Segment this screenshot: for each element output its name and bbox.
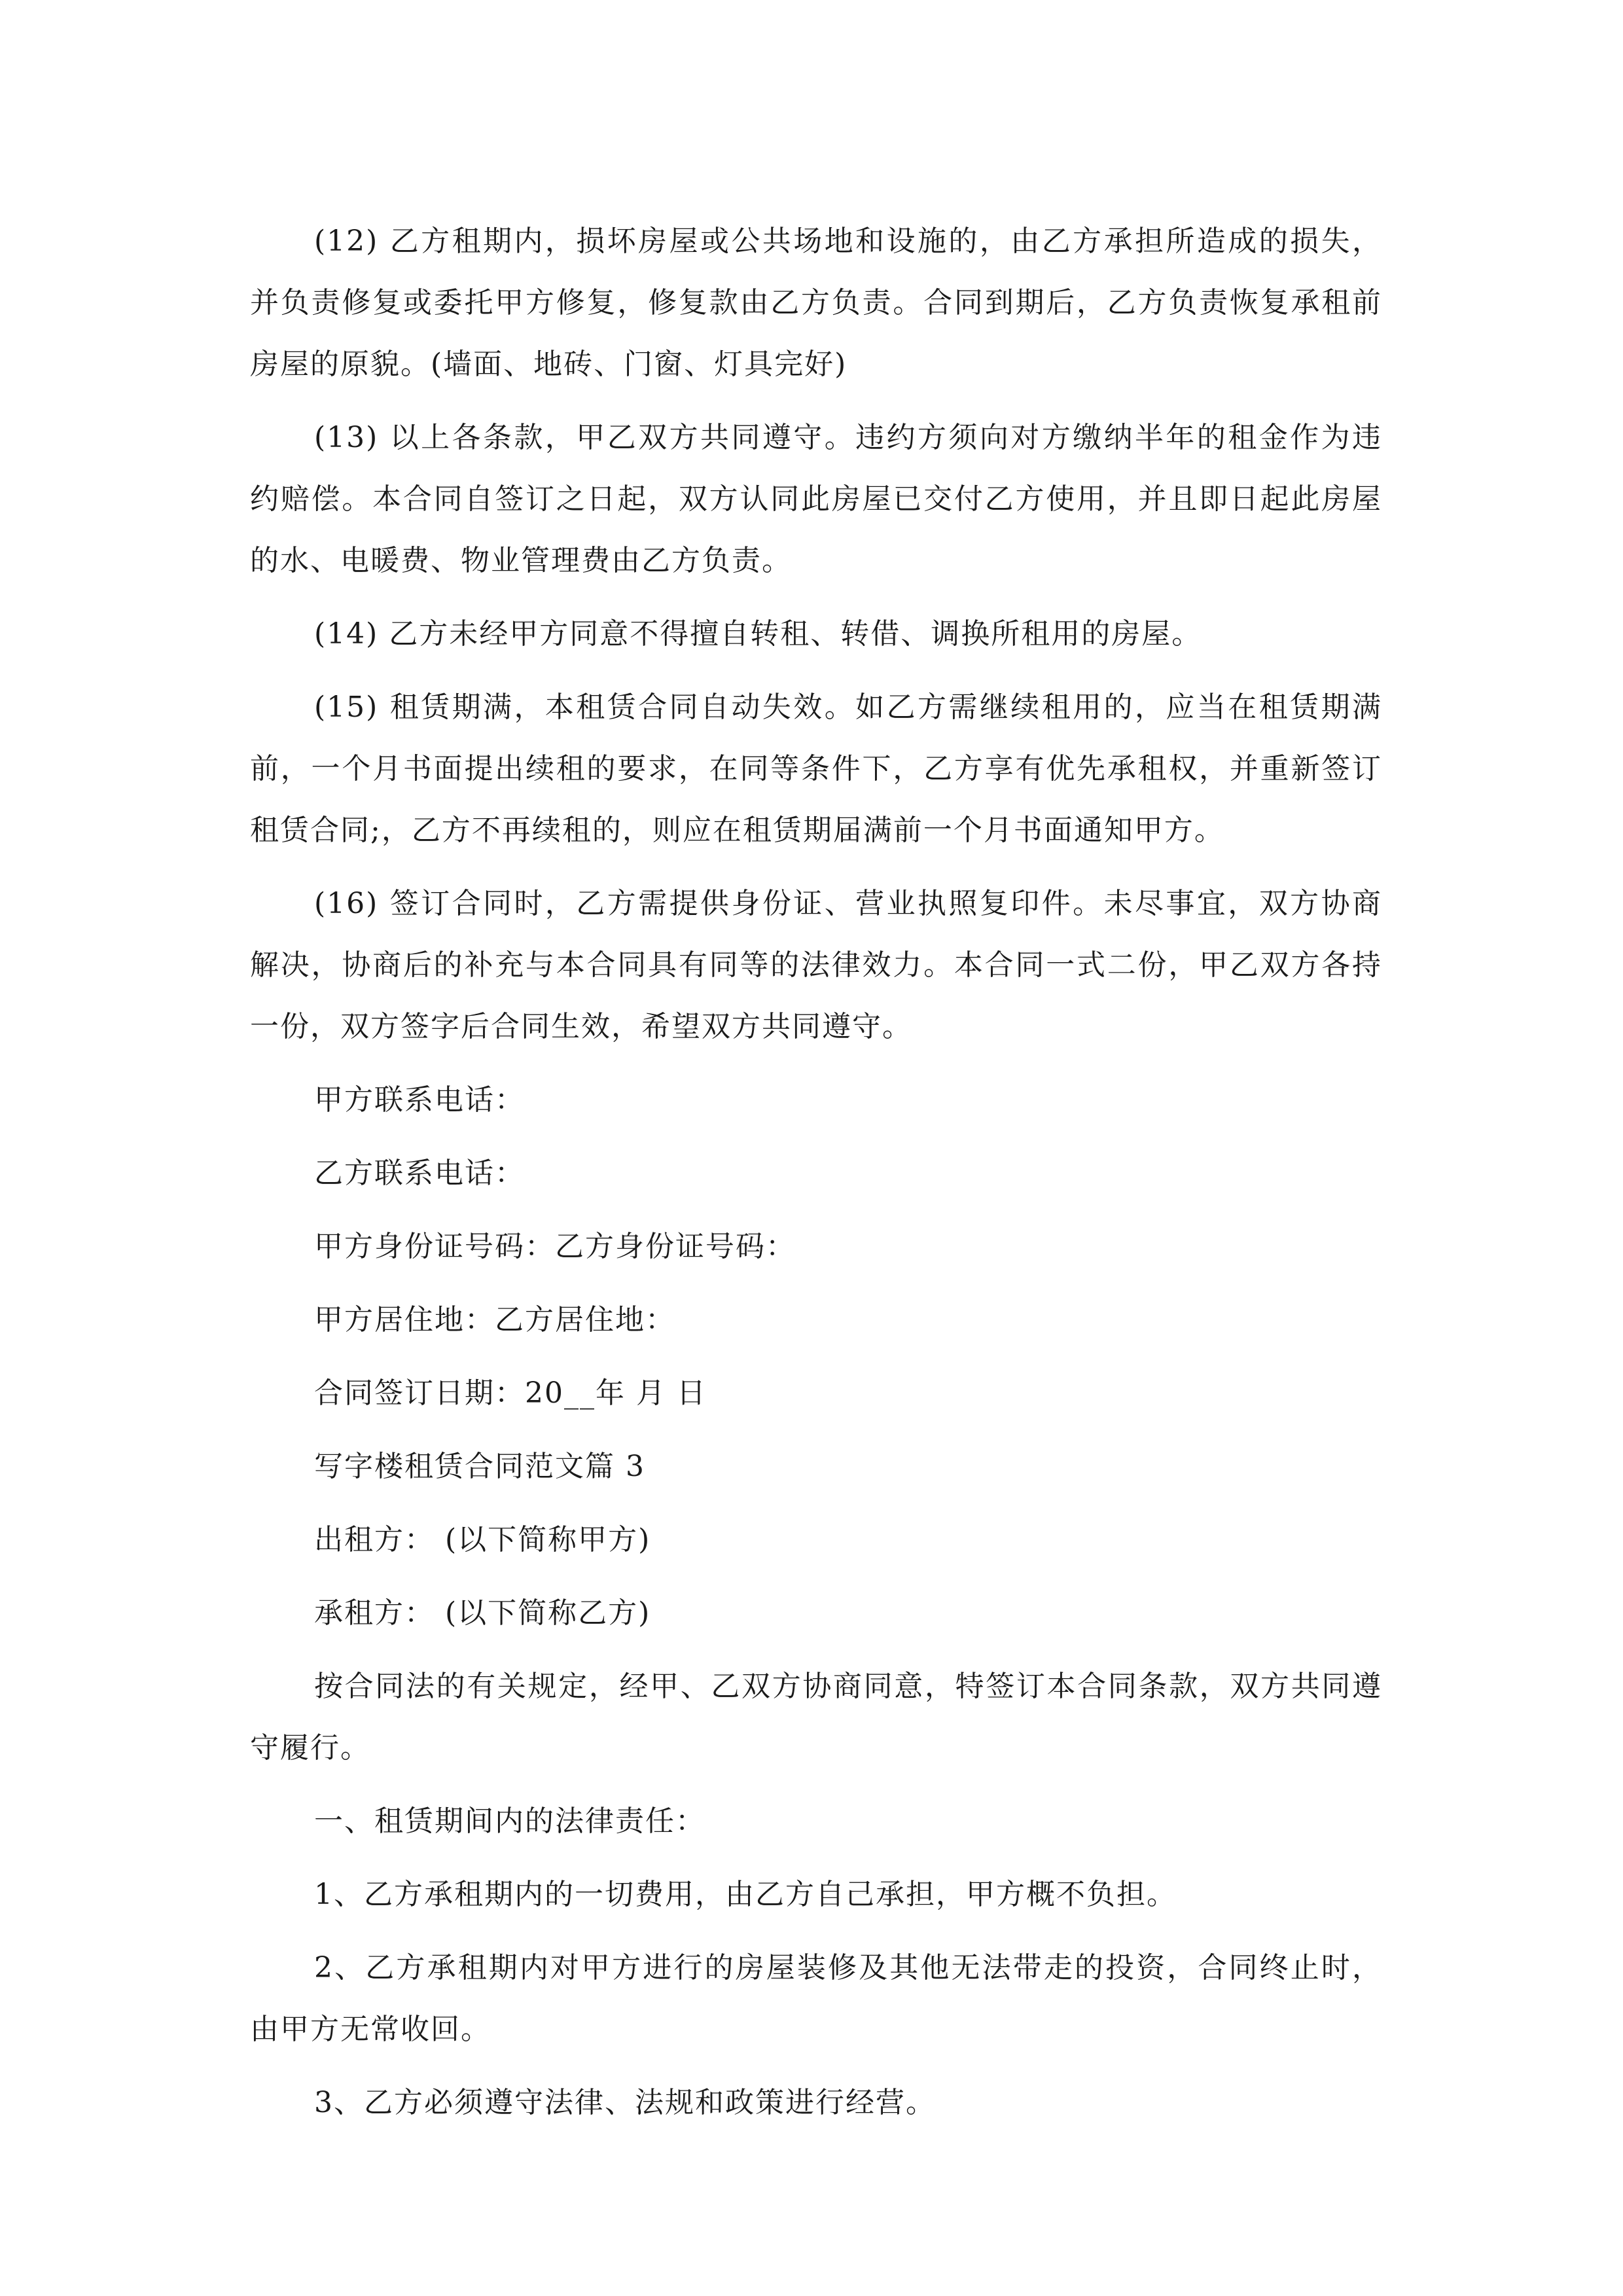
residences: 甲方居住地：乙方居住地： (314, 1303, 675, 1336)
party-b-phone: 乙方联系电话： (314, 1157, 525, 1190)
section-heading-1: 一、租赁期间内的法律责任： (314, 1804, 705, 1838)
clause-13: (13) 以上各条款，甲乙双方共同遵守。违约方须向对方缴纳半年的租金作为违约赔偿。本合同自签订之日起，双方认同此房屋已交付乙方使用，并且即日起此房屋的水、电暖费、物业管理费由乙方负责。 (250, 421, 1382, 577)
preamble: 按合同法的有关规定，经甲、乙双方协商同意，特签订本合同条款，双方共同遵守履行。 (250, 1670, 1382, 1765)
clause-16: (16) 签订合同时，乙方需提供身份证、营业执照复印件。未尽事宜，双方协商解决，协商后的补充与本合同具有同等的法律效力。本合同一式二份，甲乙双方各持一份，双方签字后合同生效，希望双方共同遵守。 (250, 887, 1382, 1043)
id-numbers: 甲方身份证号码：乙方身份证号码： (314, 1230, 796, 1263)
lessee-line: 承租方： (以下简称乙方) (314, 1596, 651, 1630)
document-body (250, 211, 1382, 2134)
clause-14: (14) 乙方未经甲方同意不得擅自转租、转借、调换所租用的房屋。 (314, 617, 1202, 651)
clause-12: (12) 乙方租期内，损坏房屋或公共场地和设施的，由乙方承担所造成的损失，并负责修复或委托甲方修复，修复款由乙方负责。合同到期后，乙方负责恢复承租前房屋的原貌。(墙面、地砖、门窗、灯具完好) (250, 224, 1382, 381)
clause-15: (15) 租赁期满，本租赁合同自动失效。如乙方需继续租用的，应当在租赁期满前，一个月书面提出续租的要求，在同等条件下，乙方享有优先承租权，并重新签订租赁合同;，乙方不再续租的，则应在租赁期届满前一个月书面通知甲方。 (250, 691, 1382, 847)
party-a-phone: 甲方联系电话： (314, 1083, 525, 1117)
item-1: 1、乙方承租期内的一切费用，由乙方自己承担，甲方概不负担。 (314, 1878, 1177, 1911)
item-2: 2、乙方承租期内对甲方进行的房屋装修及其他无法带走的投资，合同终止时，由甲方无常收回。 (250, 1951, 1382, 2046)
section-title: 写字楼租赁合同范文篇 3 (314, 1450, 645, 1483)
item-3: 3、乙方必须遵守法律、法规和政策进行经营。 (314, 2086, 936, 2119)
lessor-line: 出租方： (以下简称甲方) (314, 1523, 651, 1556)
signing-date: 合同签订日期：20__年 月 日 (314, 1376, 707, 1410)
